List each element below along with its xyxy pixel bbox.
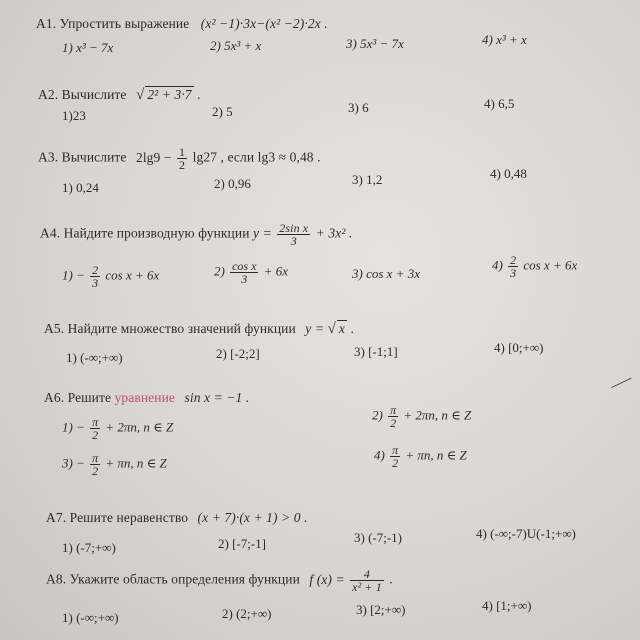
question-a3	[38, 146, 321, 171]
a6-opt4-num: π	[392, 443, 399, 457]
question-a1	[36, 16, 328, 32]
a8-option-1: 1) (-∞;+∞)	[62, 610, 119, 625]
a5-option-2: 2) [-2;2]	[216, 346, 260, 361]
a4-option-4	[492, 254, 577, 279]
a4-option-2	[214, 260, 288, 285]
a5-expr-pre: y =	[305, 321, 325, 336]
question-a6	[44, 390, 249, 406]
a4-opt2-den: 3	[241, 272, 248, 286]
a3-option-3: 3) 1,2	[352, 172, 383, 187]
question-a7-expression: (x + 7)·(x + 1) > 0 .	[197, 510, 308, 525]
a5-option-4: 4) [0;+∞)	[494, 340, 544, 355]
a3-frac-num: 1	[179, 145, 186, 159]
a4-opt4-pre: 4)	[492, 257, 503, 273]
a8-func-fraction	[350, 568, 384, 593]
a8-func-num: 4	[350, 568, 384, 581]
a5-option-1: 1) (-∞;+∞)	[66, 350, 123, 365]
a4-opt1-fraction	[90, 264, 100, 289]
a4-func-pre: y =	[253, 225, 272, 241]
a6-opt1-den: 2	[92, 428, 99, 442]
question-a6-label-word: уравнение	[114, 390, 176, 405]
question-a6-label: А6. Решите	[44, 390, 112, 405]
a4-opt1-pre: 1) −	[62, 267, 85, 283]
a4-opt1-den: 3	[92, 276, 99, 290]
question-a2: А2. Вычислите √ 2² + 3·7 .	[38, 87, 201, 103]
a5-option-3: 3) [-1;1]	[354, 344, 398, 359]
a4-opt2-fraction	[230, 260, 258, 285]
a6-opt3-den: 2	[92, 464, 99, 478]
a8-option-4: 4) [1;+∞)	[482, 598, 532, 613]
a6-option-4	[374, 444, 467, 469]
a6-opt1-fraction	[90, 416, 100, 441]
a4-func-fraction	[277, 222, 310, 247]
a6-option-2	[372, 404, 471, 429]
question-a7	[46, 510, 308, 526]
a6-option-3	[62, 452, 167, 477]
a4-option-1	[62, 264, 159, 289]
a1-option-3: 3) 5x³ − 7x	[346, 36, 404, 51]
a4-opt4-den: 3	[510, 266, 517, 280]
a3-fraction	[177, 146, 187, 171]
a2-option-4: 4) 6,5	[484, 96, 515, 111]
a8-option-3: 3) [2;+∞)	[356, 602, 406, 617]
a8-func-den: x² + 1	[352, 580, 382, 594]
a8-func-pre: f (x) =	[309, 571, 345, 587]
a5-expr-radicand: x	[338, 321, 345, 336]
a1-option-2: 2) 5x³ + x	[210, 38, 262, 53]
a3-expr-pre: 2lg9 −	[135, 149, 172, 165]
a3-expr-post: lg27 , если lg3 ≈ 0,48 .	[192, 149, 321, 165]
a4-opt1-num: 2	[92, 263, 99, 277]
a6-opt3-fraction	[90, 452, 100, 477]
a1-option-1: 1) x³ − 7x	[62, 40, 114, 55]
a8-func-post: .	[389, 571, 393, 587]
question-a4-label: А4. Найдите производную функции	[40, 225, 250, 241]
a6-opt2-den: 2	[390, 416, 397, 430]
a2-option-1: 1)23	[62, 108, 86, 123]
question-a2-label: А2. Вычислите	[38, 87, 127, 102]
a4-opt4-post: cos x + 6x	[523, 257, 578, 273]
question-a2-expression: 2² + 3·7	[147, 87, 192, 102]
question-a6-expression: sin x = −1 .	[184, 390, 250, 405]
a3-option-2: 2) 0,96	[214, 176, 251, 191]
question-a5-label: А5. Найдите множество значений функции	[44, 321, 296, 336]
a4-opt2-num: cos x	[232, 259, 257, 273]
a4-opt2-pre: 2)	[214, 263, 225, 279]
a6-opt1-num: π	[92, 415, 99, 429]
question-a4	[40, 222, 352, 247]
a7-option-2: 2) [-7;-1]	[218, 536, 267, 551]
a2-option-2: 2) 5	[212, 104, 233, 119]
question-a7-label: А7. Решите неравенство	[46, 510, 189, 525]
a6-opt2-fraction	[388, 404, 398, 429]
a2-option-3: 3) 6	[348, 100, 369, 115]
a4-func-den: 3	[290, 234, 297, 248]
a6-opt3-post: + πn, n ∈ Z	[105, 455, 167, 471]
a6-opt4-fraction	[390, 444, 400, 469]
a4-opt2-post: + 6x	[263, 263, 288, 279]
question-a8-label: А8. Укажите область определения функции	[46, 571, 300, 587]
question-a1-label: А1. Упростить выражение	[36, 16, 190, 31]
a1-option-4: 4) x³ + x	[482, 32, 527, 47]
a6-opt2-pre: 2)	[372, 407, 383, 423]
question-a1-expression: (x² −1)·3x−(x² −2)·2x .	[200, 16, 328, 31]
a6-opt2-num: π	[390, 403, 397, 417]
a4-func-post: + 3x² .	[315, 225, 353, 241]
a3-frac-den: 2	[179, 158, 186, 172]
a6-opt3-num: π	[92, 451, 99, 465]
a4-option-3: 3) cos x + 3x	[352, 266, 420, 281]
a6-opt3-pre: 3) −	[62, 455, 85, 471]
a7-option-3: 3) (-7;-1)	[354, 530, 403, 545]
a6-opt4-pre: 4)	[374, 447, 385, 463]
a6-opt4-post: + πn, n ∈ Z	[405, 447, 467, 463]
a7-option-1: 1) (-7;+∞)	[62, 540, 116, 555]
a4-opt4-num: 2	[510, 253, 517, 267]
a7-option-4: 4) (-∞;-7)U(-1;+∞)	[476, 526, 576, 541]
a6-opt4-den: 2	[392, 456, 399, 470]
a4-opt1-post: cos x + 6x	[105, 267, 160, 283]
a4-func-num: 2sin x	[279, 221, 309, 235]
a6-opt1-post: + 2πn, n ∈ Z	[105, 419, 174, 435]
question-a3-label: А3. Вычислите	[38, 149, 127, 165]
pencil-mark	[611, 378, 635, 395]
a3-option-4: 4) 0,48	[490, 166, 527, 181]
a6-opt1-pre: 1) −	[62, 419, 85, 435]
a6-option-1	[62, 416, 173, 441]
a4-opt4-fraction	[508, 254, 518, 279]
question-a8	[46, 568, 393, 593]
a8-option-2: 2) (2;+∞)	[222, 606, 272, 621]
question-a5: А5. Найдите множество значений функции y = √ x .	[44, 321, 354, 337]
a3-option-1: 1) 0,24	[62, 180, 99, 195]
a6-opt2-post: + 2πn, n ∈ Z	[403, 407, 472, 423]
